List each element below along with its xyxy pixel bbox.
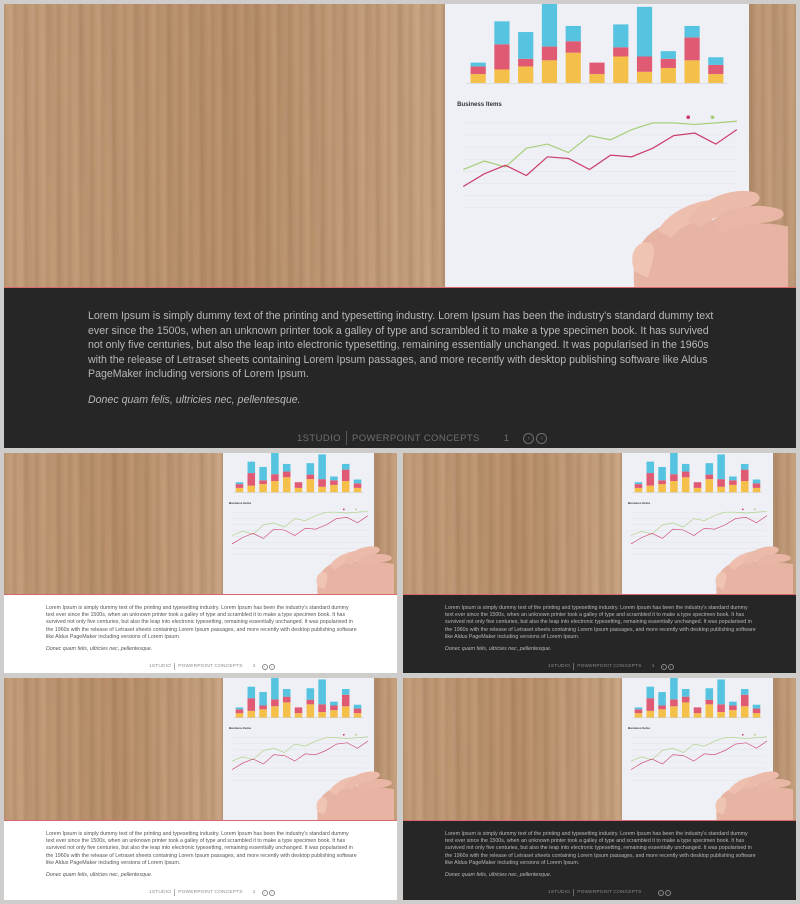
bar-segment xyxy=(658,467,666,480)
bar-segment xyxy=(566,26,581,41)
next-slide-button[interactable] xyxy=(269,664,275,670)
bar-segment xyxy=(729,476,737,480)
legend-dot-green xyxy=(754,508,756,510)
bar-segment xyxy=(670,474,678,481)
bar-segment xyxy=(729,702,737,706)
chevron-right-icon: › xyxy=(540,434,544,442)
bar-segment xyxy=(708,57,723,65)
bar-segment xyxy=(741,689,749,695)
bar-segment xyxy=(729,485,737,493)
slide-footer xyxy=(548,889,671,896)
bar-segment xyxy=(354,483,362,488)
bar-segment xyxy=(318,704,326,712)
legend-dot-pink xyxy=(343,734,345,736)
text-panel xyxy=(4,288,796,448)
thumb-slide-2[interactable] xyxy=(403,453,796,673)
legend-dot-pink xyxy=(742,734,744,736)
bar-segment xyxy=(259,692,267,705)
bar-segment xyxy=(706,688,714,700)
bar-segment xyxy=(729,710,737,718)
bar-segment xyxy=(706,479,714,492)
bar-segment xyxy=(637,56,652,71)
footer-title: POWERPOINT CONCEPTS xyxy=(577,890,642,895)
bar-segment xyxy=(283,464,291,472)
bar-segment xyxy=(518,32,533,59)
bar-segment xyxy=(635,707,643,709)
quote-text: Donec quam felis, ultricies nec, pellentesque. xyxy=(88,394,301,406)
next-slide-button[interactable] xyxy=(668,664,674,670)
bar-segment xyxy=(471,74,486,83)
bar-segment xyxy=(236,488,244,493)
bar-segment xyxy=(330,480,338,485)
bar-segment xyxy=(647,486,655,493)
hand-shape xyxy=(311,542,394,594)
line-chart-title: Business Items xyxy=(229,726,252,731)
bar-segment xyxy=(682,697,690,703)
hand-shape xyxy=(710,767,793,820)
bar-segment xyxy=(271,453,279,474)
bar-segment xyxy=(684,60,699,83)
bar-segment xyxy=(342,706,350,718)
footer-title: POWERPOINT CONCEPTS xyxy=(178,890,243,895)
bar-segment xyxy=(471,66,486,74)
legend-dot-pink xyxy=(343,508,345,510)
chevron-left-icon: ‹ xyxy=(662,664,665,669)
bar-segment xyxy=(741,464,749,470)
bar-segment xyxy=(708,65,723,74)
bar-segment xyxy=(753,713,761,718)
bar-segment xyxy=(661,59,676,68)
bar-segment xyxy=(295,488,303,493)
bar-segment xyxy=(658,709,666,717)
bar-segment xyxy=(694,488,702,493)
bar-segment xyxy=(354,480,362,484)
legend-dot-pink xyxy=(686,115,690,119)
bar-segment xyxy=(717,712,725,718)
hand-image xyxy=(311,767,394,820)
bar-segment xyxy=(589,63,604,74)
bar-segment xyxy=(647,711,655,718)
bar-segment xyxy=(283,477,291,492)
bar-segment xyxy=(271,678,279,699)
bar-segment xyxy=(542,4,557,47)
prev-slide-button[interactable] xyxy=(661,664,667,670)
bar-segment xyxy=(248,473,256,486)
bar-segment xyxy=(330,710,338,718)
legend-dot-pink xyxy=(742,508,744,510)
text-panel xyxy=(403,821,796,900)
hand-shape xyxy=(710,542,793,594)
bar-segment xyxy=(494,44,509,69)
quote-text: Donec quam felis, ultricies nec, pellentesque. xyxy=(445,872,552,878)
bar-segment xyxy=(647,698,655,711)
bar-segment xyxy=(259,467,267,480)
bar-segment xyxy=(741,481,749,492)
bar-segment xyxy=(729,480,737,485)
bar-segment xyxy=(717,704,725,712)
main-slide xyxy=(4,4,796,448)
line-chart-title: Business Items xyxy=(628,726,651,731)
next-slide-button[interactable] xyxy=(269,890,275,896)
chevron-left-icon: ‹ xyxy=(527,434,531,442)
bar-segment xyxy=(613,47,628,56)
bar-segment xyxy=(248,687,256,699)
quote-text: Donec quam felis, ultricies nec, pellentesque. xyxy=(46,646,153,652)
bar-segment xyxy=(661,51,676,59)
bar-segment xyxy=(542,60,557,83)
bar-segment xyxy=(248,462,256,473)
next-slide-button[interactable] xyxy=(536,433,547,444)
bar-segment xyxy=(248,711,256,718)
paper-chart-sheet xyxy=(622,678,773,820)
bar-segment xyxy=(307,463,315,474)
bar-segment xyxy=(717,454,725,479)
bar-segment xyxy=(307,688,315,700)
hand-image xyxy=(710,767,793,820)
bar-segment xyxy=(342,695,350,707)
footer-brand: 1STUDIO xyxy=(149,664,172,669)
chevron-left-icon: ‹ xyxy=(659,890,662,895)
bar-segment xyxy=(658,484,666,492)
footer-divider xyxy=(174,889,175,896)
bar-segment xyxy=(741,695,749,707)
chevron-right-icon: › xyxy=(669,664,672,669)
body-paragraph: Lorem Ipsum is simply dummy text of the printing and typesetting industry. Lorem Ipsum has been the industry's standard dummy text ever since the 1500s, when an unknown printer took a galley of type and scrambled it to make a type specimen book. It has survived not only five centuries, but also the leap into electronic typesetting, remaining essentially unchanged. It was popularised in the 1960s with the release of Letraset sheets containing Lorem Ipsum passages, and more recently with desktop publishing software like Aldus PageMaker including versions of Lorem Ipsum. xyxy=(88,310,714,381)
slide-footer xyxy=(149,663,275,670)
bar-segment xyxy=(647,462,655,473)
bar-segment xyxy=(753,483,761,488)
bar-segment xyxy=(342,481,350,492)
next-slide-button[interactable] xyxy=(665,890,671,896)
thumb-slide-3[interactable] xyxy=(4,678,397,900)
footer-brand: 1STUDIO xyxy=(548,664,571,669)
slide-footer xyxy=(297,431,547,445)
bar-segment xyxy=(670,699,678,706)
bar-segment xyxy=(307,475,315,480)
legend-dot-green xyxy=(754,734,756,736)
chevron-right-icon: › xyxy=(666,890,669,895)
text-panel xyxy=(403,595,796,673)
bar-segment xyxy=(259,480,267,484)
slide-footer xyxy=(548,663,674,670)
paper-chart-sheet xyxy=(445,4,749,287)
body-paragraph: Lorem Ipsum is simply dummy text of the printing and typesetting industry. Lorem Ipsum has been the industry's standard dummy text ever since the 1500s, when an unknown printer took a galley of type and scrambled it to make a type specimen book. It has survived not only five centuries, but also the leap into electronic typesetting, remaining essentially unchanged. It was popularised in the 1960s with the release of Letraset sheets containing Lorem Ipsum passages, and more recently with desktop publishing software like Aldus PageMaker including versions of Lorem Ipsum. xyxy=(46,831,357,866)
bar-segment xyxy=(708,74,723,83)
bar-segment xyxy=(354,713,362,718)
bar-segment xyxy=(342,470,350,481)
bar-segment xyxy=(471,63,486,67)
bar-segment xyxy=(342,689,350,695)
body-paragraph: Lorem Ipsum is simply dummy text of the printing and typesetting industry. Lorem Ipsum has been the industry's standard dummy text ever since the 1500s, when an unknown printer took a galley of type and scrambled it to make a type specimen book. It has survived not only five centuries, but also the leap into electronic typesetting, remaining essentially unchanged. It was popularised in the 1960s with the release of Letraset sheets containing Lorem Ipsum passages, and more recently with desktop publishing software like Aldus PageMaker including versions of Lorem Ipsum. xyxy=(445,831,756,866)
bar-segment xyxy=(637,7,652,57)
bar-segment xyxy=(589,74,604,83)
page-number: 1 xyxy=(503,432,510,444)
bar-segment xyxy=(318,679,326,704)
bar-segment xyxy=(635,709,643,713)
bar-segment xyxy=(684,26,699,37)
hand-image xyxy=(621,182,788,287)
bar-segment xyxy=(670,481,678,492)
bar-segment xyxy=(706,700,714,705)
bar-segment xyxy=(283,689,291,697)
bar-segment xyxy=(637,72,652,83)
prev-slide-button[interactable] xyxy=(262,890,268,896)
bar-segment xyxy=(717,679,725,704)
bar-segment xyxy=(717,487,725,493)
bar-segment xyxy=(635,484,643,488)
bar-segment xyxy=(342,464,350,470)
bar-segment xyxy=(354,705,362,709)
bar-segment xyxy=(283,472,291,478)
bar-segment xyxy=(236,709,244,713)
quote-text: Donec quam felis, ultricies nec, pellentesque. xyxy=(46,872,153,878)
bar-segment xyxy=(295,707,303,713)
bar-segment xyxy=(236,713,244,718)
bar-segment xyxy=(753,480,761,484)
bar-segment xyxy=(271,474,279,481)
bar-segment xyxy=(706,463,714,474)
bar-segment xyxy=(753,488,761,493)
bar-segment xyxy=(518,59,533,67)
desk-photo xyxy=(4,453,397,594)
bar-segment xyxy=(753,709,761,714)
body-paragraph: Lorem Ipsum is simply dummy text of the printing and typesetting industry. Lorem Ipsum has been the industry's standard dummy text ever since the 1500s, when an unknown printer took a galley of type and scrambled it to make a type specimen book. It has survived not only five centuries, but also the leap into electronic typesetting, remaining essentially unchanged. It was popularised in the 1960s with the release of Letraset sheets containing Lorem Ipsum passages, and more recently with desktop publishing software like Aldus PageMaker including versions of Lorem Ipsum. xyxy=(46,605,357,640)
bar-segment xyxy=(658,692,666,705)
hand-shape xyxy=(311,767,394,820)
bar-segment xyxy=(307,479,315,492)
footer-divider xyxy=(573,663,574,670)
bar-segment xyxy=(271,706,279,718)
bar-segment xyxy=(566,53,581,84)
legend-dot-green xyxy=(355,734,357,736)
page-number: 2 xyxy=(252,664,256,669)
footer-title: POWERPOINT CONCEPTS xyxy=(577,664,642,669)
bar-segment xyxy=(259,709,267,717)
chevron-left-icon: ‹ xyxy=(263,664,266,669)
text-panel xyxy=(4,821,397,900)
footer-title: POWERPOINT CONCEPTS xyxy=(351,432,480,444)
bar-segment xyxy=(248,486,256,493)
line-chart-title: Business Items xyxy=(457,100,502,108)
bar-segment xyxy=(613,56,628,83)
bar-segment xyxy=(647,473,655,486)
legend-dot-green xyxy=(711,115,715,119)
bar-segment xyxy=(318,712,326,718)
footer-divider xyxy=(346,431,347,445)
footer-divider xyxy=(174,663,175,670)
footer-brand: 1STUDIO xyxy=(548,890,571,895)
bar-segment xyxy=(682,464,690,472)
bar-segment xyxy=(271,481,279,492)
page-number: 2 xyxy=(252,890,256,895)
bar-segment xyxy=(717,479,725,487)
bar-segment xyxy=(706,704,714,717)
paper-chart-sheet xyxy=(223,678,374,820)
bar-segment xyxy=(694,482,702,488)
bar-segment xyxy=(613,24,628,47)
bar-segment xyxy=(318,454,326,479)
page-number: 1 xyxy=(651,664,655,669)
quote-text: Donec quam felis, ultricies nec, pellentesque. xyxy=(445,646,552,652)
desk-photo xyxy=(4,4,796,287)
bar-segment xyxy=(670,453,678,474)
bar-segment xyxy=(330,485,338,493)
slide-footer xyxy=(149,889,275,896)
bar-segment xyxy=(283,697,291,703)
bar-segment xyxy=(658,705,666,709)
bar-segment xyxy=(670,706,678,718)
bar-segment xyxy=(330,702,338,706)
line-chart-title: Business Items xyxy=(229,500,252,505)
bar-segment xyxy=(706,475,714,480)
bar-segment xyxy=(741,470,749,481)
bar-segment xyxy=(283,702,291,717)
desk-photo xyxy=(403,453,796,594)
bar-segment xyxy=(635,713,643,718)
bar-segment xyxy=(658,480,666,484)
bar-segment xyxy=(682,702,690,717)
bar-segment xyxy=(741,706,749,718)
desk-photo xyxy=(4,678,397,820)
bar-segment xyxy=(248,698,256,711)
bar-segment xyxy=(635,488,643,493)
legend-dot-green xyxy=(355,508,357,510)
chevron-left-icon: ‹ xyxy=(263,890,266,895)
bar-segment xyxy=(670,678,678,699)
bar-segment xyxy=(635,482,643,484)
paper-chart-sheet xyxy=(223,453,374,594)
bar-segment xyxy=(295,713,303,718)
hand-image xyxy=(710,542,793,594)
bar-segment xyxy=(494,69,509,83)
bar-segment xyxy=(354,709,362,714)
bar-segment xyxy=(354,488,362,493)
prev-slide-button[interactable] xyxy=(523,433,534,444)
line-chart-title: Business Items xyxy=(628,500,651,505)
thumb-slide-4[interactable] xyxy=(403,678,796,900)
bar-segment xyxy=(682,689,690,697)
footer-brand: 1STUDIO xyxy=(297,432,341,444)
chevron-right-icon: › xyxy=(270,664,273,669)
bar-segment xyxy=(566,41,581,52)
hand-image xyxy=(311,542,394,594)
bar-segment xyxy=(318,487,326,493)
paper-chart-sheet xyxy=(622,453,773,594)
bar-segment xyxy=(661,68,676,83)
bar-segment xyxy=(330,476,338,480)
thumb-slide-1[interactable] xyxy=(4,453,397,673)
bar-segment xyxy=(753,705,761,709)
bar-segment xyxy=(259,705,267,709)
chevron-right-icon: › xyxy=(270,890,273,895)
bar-segment xyxy=(236,707,244,709)
bar-segment xyxy=(236,484,244,488)
bar-segment xyxy=(518,66,533,83)
bar-segment xyxy=(682,472,690,478)
prev-slide-button[interactable] xyxy=(262,664,268,670)
bar-segment xyxy=(729,705,737,710)
text-panel xyxy=(4,595,397,673)
prev-slide-button[interactable] xyxy=(658,890,664,896)
bar-segment xyxy=(330,705,338,710)
bar-segment xyxy=(684,37,699,60)
footer-title: POWERPOINT CONCEPTS xyxy=(178,664,243,669)
bar-segment xyxy=(542,47,557,61)
body-paragraph: Lorem Ipsum is simply dummy text of the printing and typesetting industry. Lorem Ipsum has been the industry's standard dummy text ever since the 1500s, when an unknown printer took a galley of type and scrambled it to make a type specimen book. It has survived not only five centuries, but also the leap into electronic typesetting, remaining essentially unchanged. It was popularised in the 1960s with the release of Letraset sheets containing Lorem Ipsum passages, and more recently with desktop publishing software like Aldus PageMaker including versions of Lorem Ipsum. xyxy=(445,605,756,640)
bar-segment xyxy=(494,21,509,44)
bar-segment xyxy=(694,707,702,713)
bar-segment xyxy=(295,482,303,488)
footer-brand: 1STUDIO xyxy=(149,890,172,895)
bar-segment xyxy=(236,482,244,484)
bar-segment xyxy=(318,479,326,487)
bar-segment xyxy=(682,477,690,492)
bar-segment xyxy=(259,484,267,492)
bar-segment xyxy=(271,699,279,706)
footer-divider xyxy=(573,889,574,896)
bar-segment xyxy=(307,700,315,705)
bar-segment xyxy=(307,704,315,717)
bar-segment xyxy=(694,713,702,718)
hand-shape xyxy=(621,182,788,287)
bar-segment xyxy=(647,687,655,699)
desk-photo xyxy=(403,678,796,820)
